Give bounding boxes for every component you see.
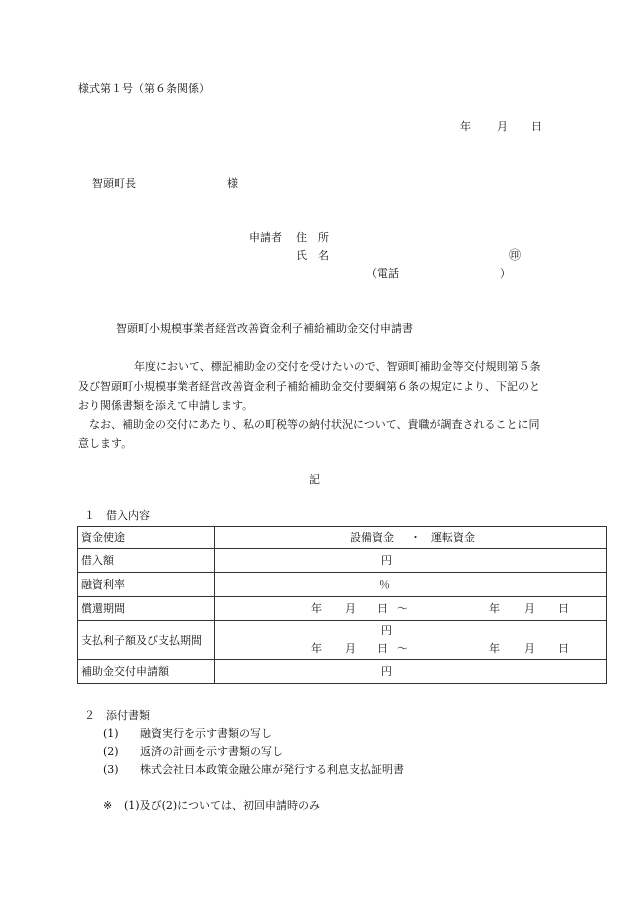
period-label: 償還期間	[78, 597, 215, 621]
ki-mark: 記	[309, 473, 320, 486]
purpose-label: 資金使途	[78, 527, 215, 549]
interest-start-day: 日	[377, 642, 388, 655]
interest-end-day: 日	[558, 642, 569, 655]
interest-end-month: 月	[524, 642, 535, 655]
amount-unit: 円	[381, 554, 392, 567]
loan-table	[77, 526, 607, 684]
note-text: (1)及び(2)については、初回申請時のみ	[124, 799, 320, 812]
body-line-4: なお、補助金の交付にあたり、私の町税等の納付状況について、貴職が調査されることに同	[89, 418, 540, 431]
request-value	[215, 660, 607, 684]
section2-heading: ２ 添付書類	[84, 709, 150, 722]
period-end-year: 年	[489, 602, 500, 615]
period-start-month: 月	[345, 602, 356, 615]
interest-yen: 円	[381, 624, 392, 637]
interest-start-month: 月	[345, 642, 356, 655]
body-line-3: おり関係書類を添えて申請します。	[78, 399, 254, 412]
addressee-honorific: 様	[227, 177, 238, 190]
address-label: 住 所	[296, 231, 329, 244]
amount-label: 借入額	[78, 549, 215, 573]
row-purpose	[78, 527, 607, 549]
period-tilde: ～	[397, 602, 408, 615]
attachment-text-1: 融資実行を示す書類の写し	[140, 727, 272, 740]
interest-tilde: ～	[397, 642, 408, 655]
body-line-1: 年度において、標記補助金の交付を受けたいので、智頭町補助金等交付規則第５条	[134, 360, 541, 373]
attachment-num-2: (2)	[103, 745, 119, 758]
date-month: 月	[497, 120, 508, 133]
note-mark: ※	[103, 799, 113, 812]
period-start-year: 年	[311, 602, 322, 615]
phone-open: （電話	[366, 267, 399, 280]
purpose-sep: ・	[410, 531, 421, 544]
rate-label: 融資利率	[78, 573, 215, 597]
interest-end-year: 年	[489, 642, 500, 655]
purpose-value	[215, 527, 607, 549]
purpose-opt2: 運転資金	[431, 531, 475, 544]
row-period	[78, 597, 607, 621]
addressee-name: 智頭町長	[92, 177, 136, 190]
purpose-opt1: 設備資金	[350, 531, 394, 544]
interest-label: 支払利子額及び支払期間	[78, 621, 215, 660]
period-start-day: 日	[377, 602, 388, 615]
applicant-role: 申請者	[249, 231, 282, 244]
period-value	[215, 597, 607, 621]
seal-mark: ㊞	[509, 248, 522, 262]
phone-close: ）	[500, 267, 511, 280]
attachment-num-1: (1)	[103, 727, 119, 740]
date-day: 日	[531, 120, 542, 133]
request-label: 補助金交付申請額	[78, 660, 215, 684]
rate-unit: ％	[379, 578, 390, 591]
rate-value	[215, 573, 607, 597]
interest-start-year: 年	[311, 642, 322, 655]
section1-heading: １ 借入内容	[84, 509, 150, 522]
interest-value	[215, 621, 607, 660]
amount-value	[215, 549, 607, 573]
period-end-month: 月	[524, 602, 535, 615]
form-number: 様式第１号（第６条関係）	[78, 82, 210, 95]
name-label: 氏 名	[296, 249, 329, 262]
request-unit: 円	[381, 665, 392, 678]
body-line-2: 及び智頭町小規模事業者経営改善資金利子補給補助金交付要綱第６条の規定により、下記のと	[78, 380, 540, 393]
attachment-text-3: 株式会社日本政策金融公庫が発行する利息支払証明書	[140, 763, 404, 776]
row-request	[78, 660, 607, 684]
body-line-5: 意します。	[78, 437, 133, 450]
document-title: 智頭町小規模事業者経営改善資金利子補給補助金交付申請書	[116, 322, 413, 335]
attachment-num-3: (3)	[103, 763, 119, 776]
attachment-text-2: 返済の計画を示す書類の写し	[140, 745, 283, 758]
date-year: 年	[460, 120, 471, 133]
row-interest	[78, 621, 607, 660]
row-amount	[78, 549, 607, 573]
period-end-day: 日	[558, 602, 569, 615]
row-rate	[78, 573, 607, 597]
